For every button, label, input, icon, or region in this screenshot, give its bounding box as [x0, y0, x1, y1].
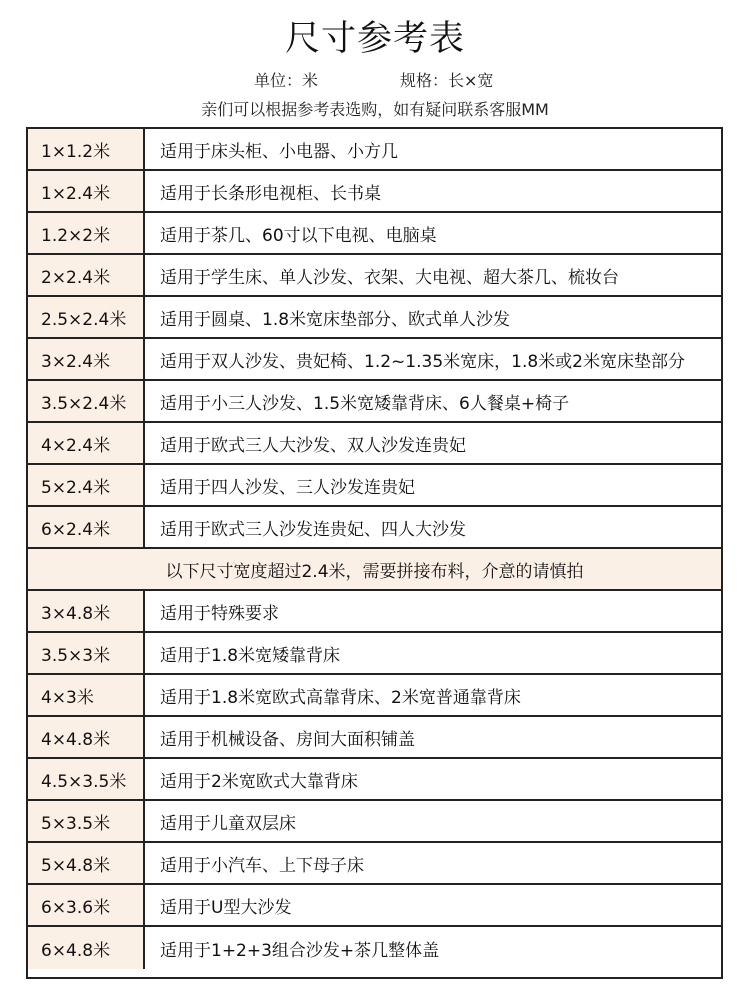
table-row: [28, 633, 721, 675]
usage-cell: 适用于四人沙发、三人沙发连贵妃: [160, 477, 415, 498]
usage-cell: 适用于欧式三人大沙发、双人沙发连贵妃: [160, 435, 466, 456]
size-cell: 2.5×2.4米: [28, 297, 145, 337]
table-row: [28, 213, 721, 255]
table-row: [28, 759, 721, 801]
size-cell: 1×1.2米: [28, 129, 145, 169]
size-cell: 1×2.4米: [28, 171, 145, 211]
size-cell: 3×2.4米: [28, 339, 145, 379]
usage-cell: 适用于圆桌、1.8米宽床垫部分、欧式单人沙发: [160, 309, 511, 330]
size-cell: 6×2.4米: [28, 507, 145, 547]
usage-cell: 适用于机械设备、房间大面积铺盖: [160, 729, 415, 750]
table-row: [28, 591, 721, 633]
table-row: [28, 297, 721, 339]
table-row: [28, 129, 721, 171]
page-title: 尺寸参考表: [284, 19, 465, 59]
usage-cell: 适用于2米宽欧式大靠背床: [160, 771, 358, 792]
spec-label: 规格：长×宽: [400, 71, 494, 90]
size-cell: 2×2.4米: [28, 255, 145, 295]
size-cell: 3.5×3米: [28, 633, 145, 673]
table-row: [28, 171, 721, 213]
table-row: [28, 381, 721, 423]
size-cell: 4×3米: [28, 675, 145, 715]
usage-cell: 适用于学生床、单人沙发、衣架、大电视、超大茶几、梳妆台: [160, 267, 619, 288]
usage-cell: 适用于床头柜、小电器、小方几: [160, 141, 398, 162]
usage-cell: 适用于小汽车、上下母子床: [160, 855, 364, 876]
size-cell: 5×2.4米: [28, 465, 145, 505]
size-cell: 5×4.8米: [28, 843, 145, 883]
table-row: [28, 717, 721, 759]
splicing-notice-row: 以下尺寸宽度超过2.4米，需要拼接布料，介意的请慎拍: [28, 549, 721, 591]
table-row: [28, 885, 721, 927]
size-cell: 1.2×2米: [28, 213, 145, 253]
usage-cell: 适用于1+2+3组合沙发+茶几整体盖: [160, 940, 440, 961]
size-cell: 4×2.4米: [28, 423, 145, 463]
size-cell: 4×4.8米: [28, 717, 145, 757]
size-cell: 5×3.5米: [28, 801, 145, 841]
usage-cell: 适用于长条形电视柜、长书桌: [160, 183, 381, 204]
usage-cell: 适用于1.8米宽欧式高靠背床、2米宽普通靠背床: [160, 687, 521, 708]
table-row: [28, 465, 721, 507]
usage-cell: 适用于1.8米宽矮靠背床: [160, 645, 341, 666]
usage-cell: 适用于欧式三人沙发连贵妃、四人大沙发: [160, 519, 466, 540]
table-row: [28, 255, 721, 297]
table-row: [28, 339, 721, 381]
usage-cell: 适用于特殊要求: [160, 603, 279, 624]
table-row: [28, 801, 721, 843]
usage-cell: 适用于儿童双层床: [160, 813, 296, 834]
purchase-note: 亲们可以根据参考表选购，如有疑问联系客服MM: [201, 100, 549, 119]
table-row: [28, 675, 721, 717]
table-row: [28, 927, 721, 969]
size-cell: 3.5×2.4米: [28, 381, 145, 421]
size-cell: 4.5×3.5米: [28, 759, 145, 799]
size-cell: 6×3.6米: [28, 885, 145, 925]
table-row: [28, 507, 721, 549]
usage-cell: 适用于U型大沙发: [160, 897, 292, 918]
table-row: [28, 423, 721, 465]
size-reference-table: [26, 127, 723, 979]
table-row: [28, 843, 721, 885]
size-cell: 3×4.8米: [28, 591, 145, 631]
unit-label: 单位：米: [254, 71, 319, 90]
size-cell: 6×4.8米: [28, 927, 145, 969]
usage-cell: 适用于双人沙发、贵妃椅、1.2~1.35米宽床，1.8米或2米宽床垫部分: [160, 351, 685, 372]
usage-cell: 适用于小三人沙发、1.5米宽矮靠背床、6人餐桌+椅子: [160, 393, 570, 414]
usage-cell: 适用于茶几、60寸以下电视、电脑桌: [160, 225, 437, 246]
